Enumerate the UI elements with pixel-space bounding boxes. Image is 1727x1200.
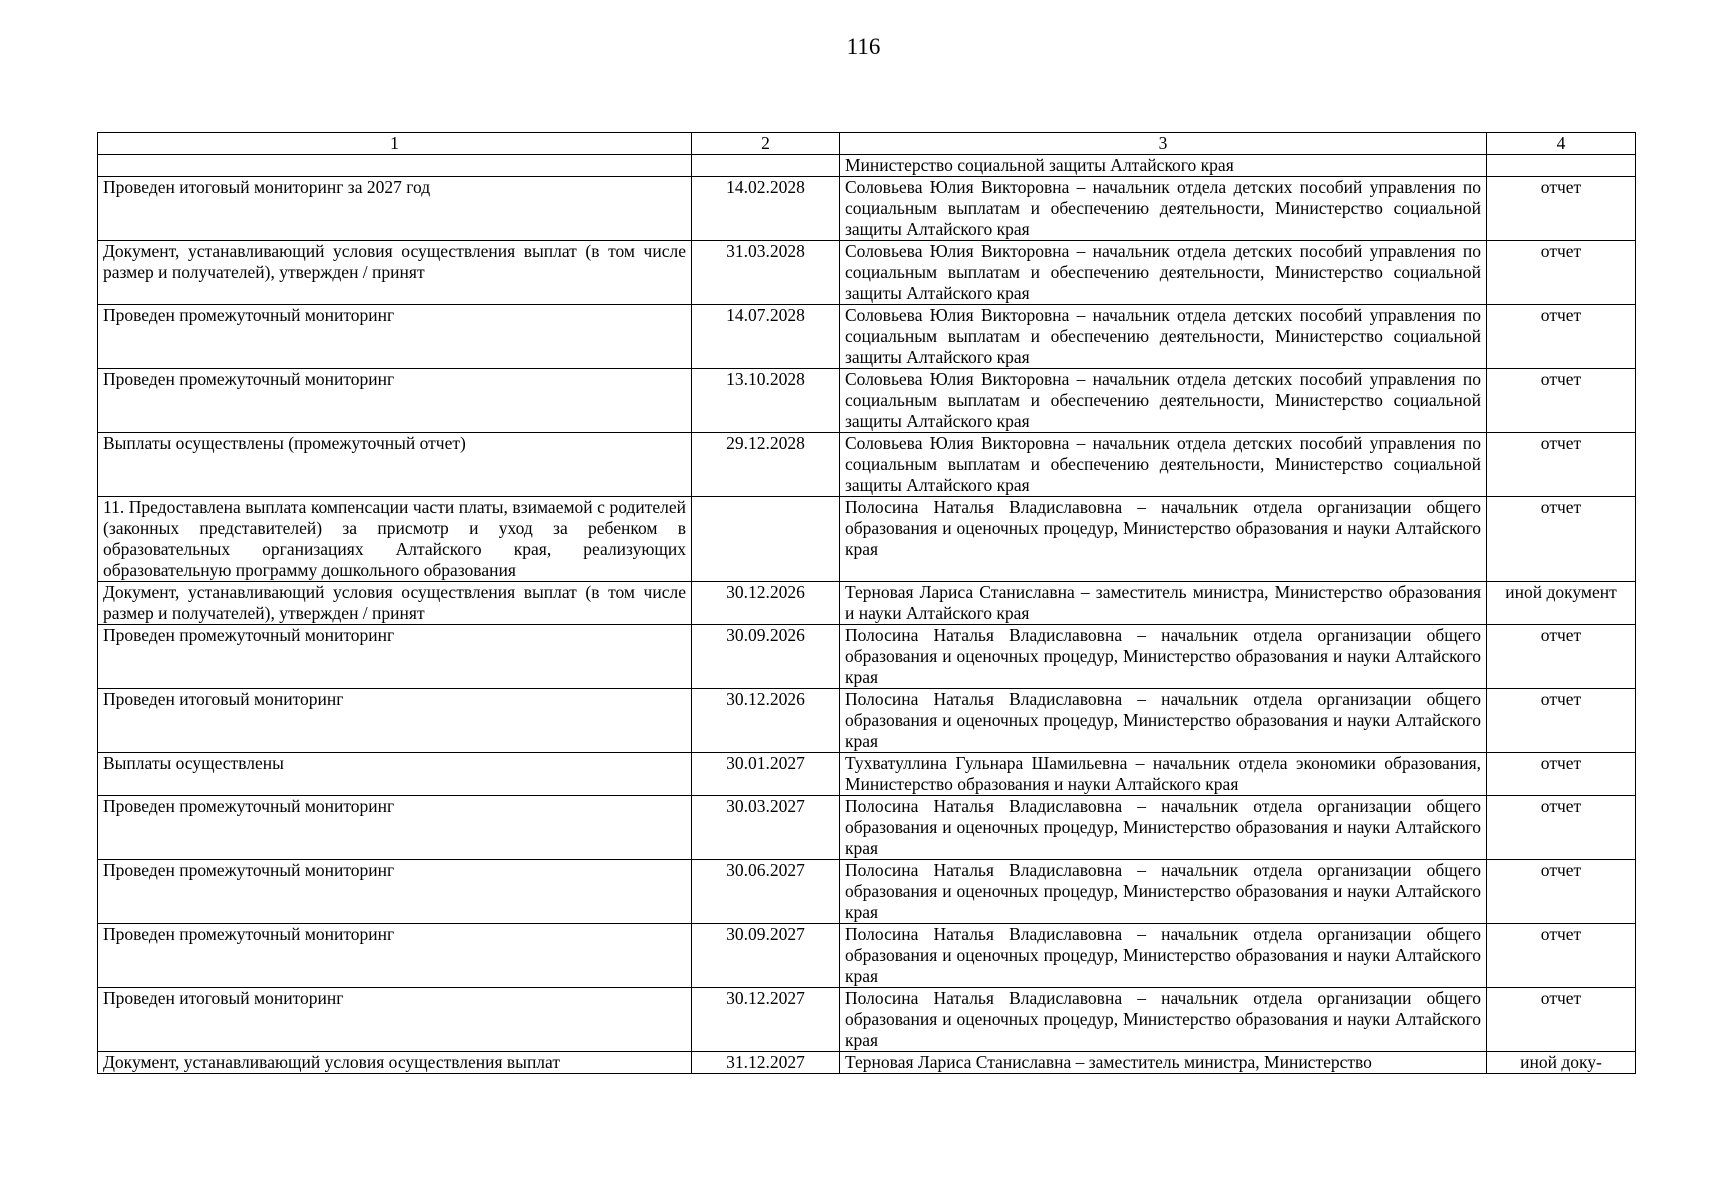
document-type-cell: отчет: [1487, 625, 1636, 689]
table-row: [98, 924, 1636, 988]
responsible-cell: Тухватуллина Гульнара Шамильевна – начальник отдела экономики образования, Министерство образования и науки Алтайского края: [840, 753, 1487, 796]
measure-cell: Проведен промежуточный мониторинг: [98, 625, 692, 689]
document-type-cell: отчет: [1487, 753, 1636, 796]
measure-cell: Документ, устанавливающий условия осуществления выплат (в том числе размер и получателей), утвержден / принят: [98, 241, 692, 305]
table-row: [98, 369, 1636, 433]
responsible-cell: Соловьева Юлия Викторовна – начальник отдела детских пособий управления по социальным выплатам и обеспечению деятельности, Министерство социальной защиты Алтайского края: [840, 241, 1487, 305]
measure-cell: Проведен промежуточный мониторинг: [98, 924, 692, 988]
table-row: [98, 497, 1636, 582]
date-cell: 30.09.2026: [692, 625, 840, 689]
table-row: [98, 155, 1636, 177]
table-row: [98, 241, 1636, 305]
table-row: [98, 796, 1636, 860]
responsible-cell: Терновая Лариса Станиславна – заместитель министра, Министерство: [840, 1052, 1487, 1074]
measure-cell: Выплаты осуществлены (промежуточный отчет): [98, 433, 692, 497]
header-col-4: 4: [1487, 133, 1636, 155]
page-number: 116: [846, 34, 881, 59]
table-row: [98, 625, 1636, 689]
date-cell: 29.12.2028: [692, 433, 840, 497]
responsible-cell: Полосина Наталья Владиславовна – начальник отдела организации общего образования и оценочных процедур, Министерство образования и науки Алтайского края: [840, 625, 1487, 689]
document-type-cell: отчет: [1487, 369, 1636, 433]
table-row: [98, 753, 1636, 796]
table-row: [98, 689, 1636, 753]
measure-cell: Проведен промежуточный мониторинг: [98, 305, 692, 369]
table-row: [98, 582, 1636, 625]
document-type-cell: отчет: [1487, 924, 1636, 988]
measure-cell: Проведен итоговый мониторинг: [98, 689, 692, 753]
date-cell: 30.09.2027: [692, 924, 840, 988]
measure-cell: Проведен промежуточный мониторинг: [98, 796, 692, 860]
header-col-3: 3: [840, 133, 1487, 155]
responsible-cell: Соловьева Юлия Викторовна – начальник отдела детских пособий управления по социальным выплатам и обеспечению деятельности, Министерство социальной защиты Алтайского края: [840, 369, 1487, 433]
responsible-cell: Полосина Наталья Владиславовна – начальник отдела организации общего образования и оценочных процедур, Министерство образования и науки Алтайского края: [840, 860, 1487, 924]
measure-cell: Проведен итоговый мониторинг за 2027 год: [98, 177, 692, 241]
header-col-1: 1: [98, 133, 692, 155]
table-header-row: [98, 133, 1636, 155]
document-type-cell: иной доку-: [1487, 1052, 1636, 1074]
date-cell: 30.01.2027: [692, 753, 840, 796]
date-cell: 13.10.2028: [692, 369, 840, 433]
measure-cell: Проведен промежуточный мониторинг: [98, 860, 692, 924]
document-type-cell: отчет: [1487, 796, 1636, 860]
date-cell: [692, 155, 840, 177]
measures-table: [97, 132, 1636, 1074]
date-cell: 30.12.2026: [692, 689, 840, 753]
responsible-cell: Соловьева Юлия Викторовна – начальник отдела детских пособий управления по социальным выплатам и обеспечению деятельности, Министерство социальной защиты Алтайского края: [840, 433, 1487, 497]
document-type-cell: иной документ: [1487, 582, 1636, 625]
responsible-cell: Полосина Наталья Владиславовна – начальник отдела организации общего образования и оценочных процедур, Министерство образования и науки Алтайского края: [840, 497, 1487, 582]
document-type-cell: отчет: [1487, 241, 1636, 305]
table-row: [98, 1052, 1636, 1074]
table-row: [98, 177, 1636, 241]
measure-cell: Документ, устанавливающий условия осуществления выплат (в том числе размер и получателей), утвержден / принят: [98, 582, 692, 625]
date-cell: 31.03.2028: [692, 241, 840, 305]
responsible-cell: Полосина Наталья Владиславовна – начальник отдела организации общего образования и оценочных процедур, Министерство образования и науки Алтайского края: [840, 924, 1487, 988]
measure-cell: Выплаты осуществлены: [98, 753, 692, 796]
table-row: [98, 433, 1636, 497]
document-type-cell: отчет: [1487, 689, 1636, 753]
document-type-cell: отчет: [1487, 860, 1636, 924]
date-cell: 30.12.2027: [692, 988, 840, 1052]
measure-cell: Проведен итоговый мониторинг: [98, 988, 692, 1052]
measure-cell: Проведен промежуточный мониторинг: [98, 369, 692, 433]
date-cell: 30.12.2026: [692, 582, 840, 625]
document-type-cell: отчет: [1487, 988, 1636, 1052]
date-cell: 14.02.2028: [692, 177, 840, 241]
table-row: [98, 988, 1636, 1052]
responsible-cell: Министерство социальной защиты Алтайского края: [840, 155, 1487, 177]
responsible-cell: Полосина Наталья Владиславовна – начальник отдела организации общего образования и оценочных процедур, Министерство образования и науки Алтайского края: [840, 988, 1487, 1052]
responsible-cell: Полосина Наталья Владиславовна – начальник отдела организации общего образования и оценочных процедур, Министерство образования и науки Алтайского края: [840, 689, 1487, 753]
document-type-cell: [1487, 155, 1636, 177]
responsible-cell: Соловьева Юлия Викторовна – начальник отдела детских пособий управления по социальным выплатам и обеспечению деятельности, Министерство социальной защиты Алтайского края: [840, 305, 1487, 369]
responsible-cell: Соловьева Юлия Викторовна – начальник отдела детских пособий управления по социальным выплатам и обеспечению деятельности, Министерство социальной защиты Алтайского края: [840, 177, 1487, 241]
document-type-cell: отчет: [1487, 497, 1636, 582]
document-type-cell: отчет: [1487, 433, 1636, 497]
responsible-cell: Полосина Наталья Владиславовна – начальник отдела организации общего образования и оценочных процедур, Министерство образования и науки Алтайского края: [840, 796, 1487, 860]
measure-cell: 11. Предоставлена выплата компенсации части платы, взимаемой с родителей (законных представителей) за присмотр и уход за ребенком в образовательных организациях Алтайского края, реализующих образовательную программу дошкольного образования: [98, 497, 692, 582]
table-row: [98, 860, 1636, 924]
measure-cell: Документ, устанавливающий условия осуществления выплат: [98, 1052, 692, 1074]
document-type-cell: отчет: [1487, 305, 1636, 369]
date-cell: 14.07.2028: [692, 305, 840, 369]
date-cell: 30.06.2027: [692, 860, 840, 924]
measure-cell: [98, 155, 692, 177]
document-type-cell: отчет: [1487, 177, 1636, 241]
header-col-2: 2: [692, 133, 840, 155]
responsible-cell: Терновая Лариса Станиславна – заместитель министра, Министерство образования и науки Алтайского края: [840, 582, 1487, 625]
date-cell: 31.12.2027: [692, 1052, 840, 1074]
table-body: [98, 155, 1636, 1074]
date-cell: [692, 497, 840, 582]
date-cell: 30.03.2027: [692, 796, 840, 860]
table-row: [98, 305, 1636, 369]
